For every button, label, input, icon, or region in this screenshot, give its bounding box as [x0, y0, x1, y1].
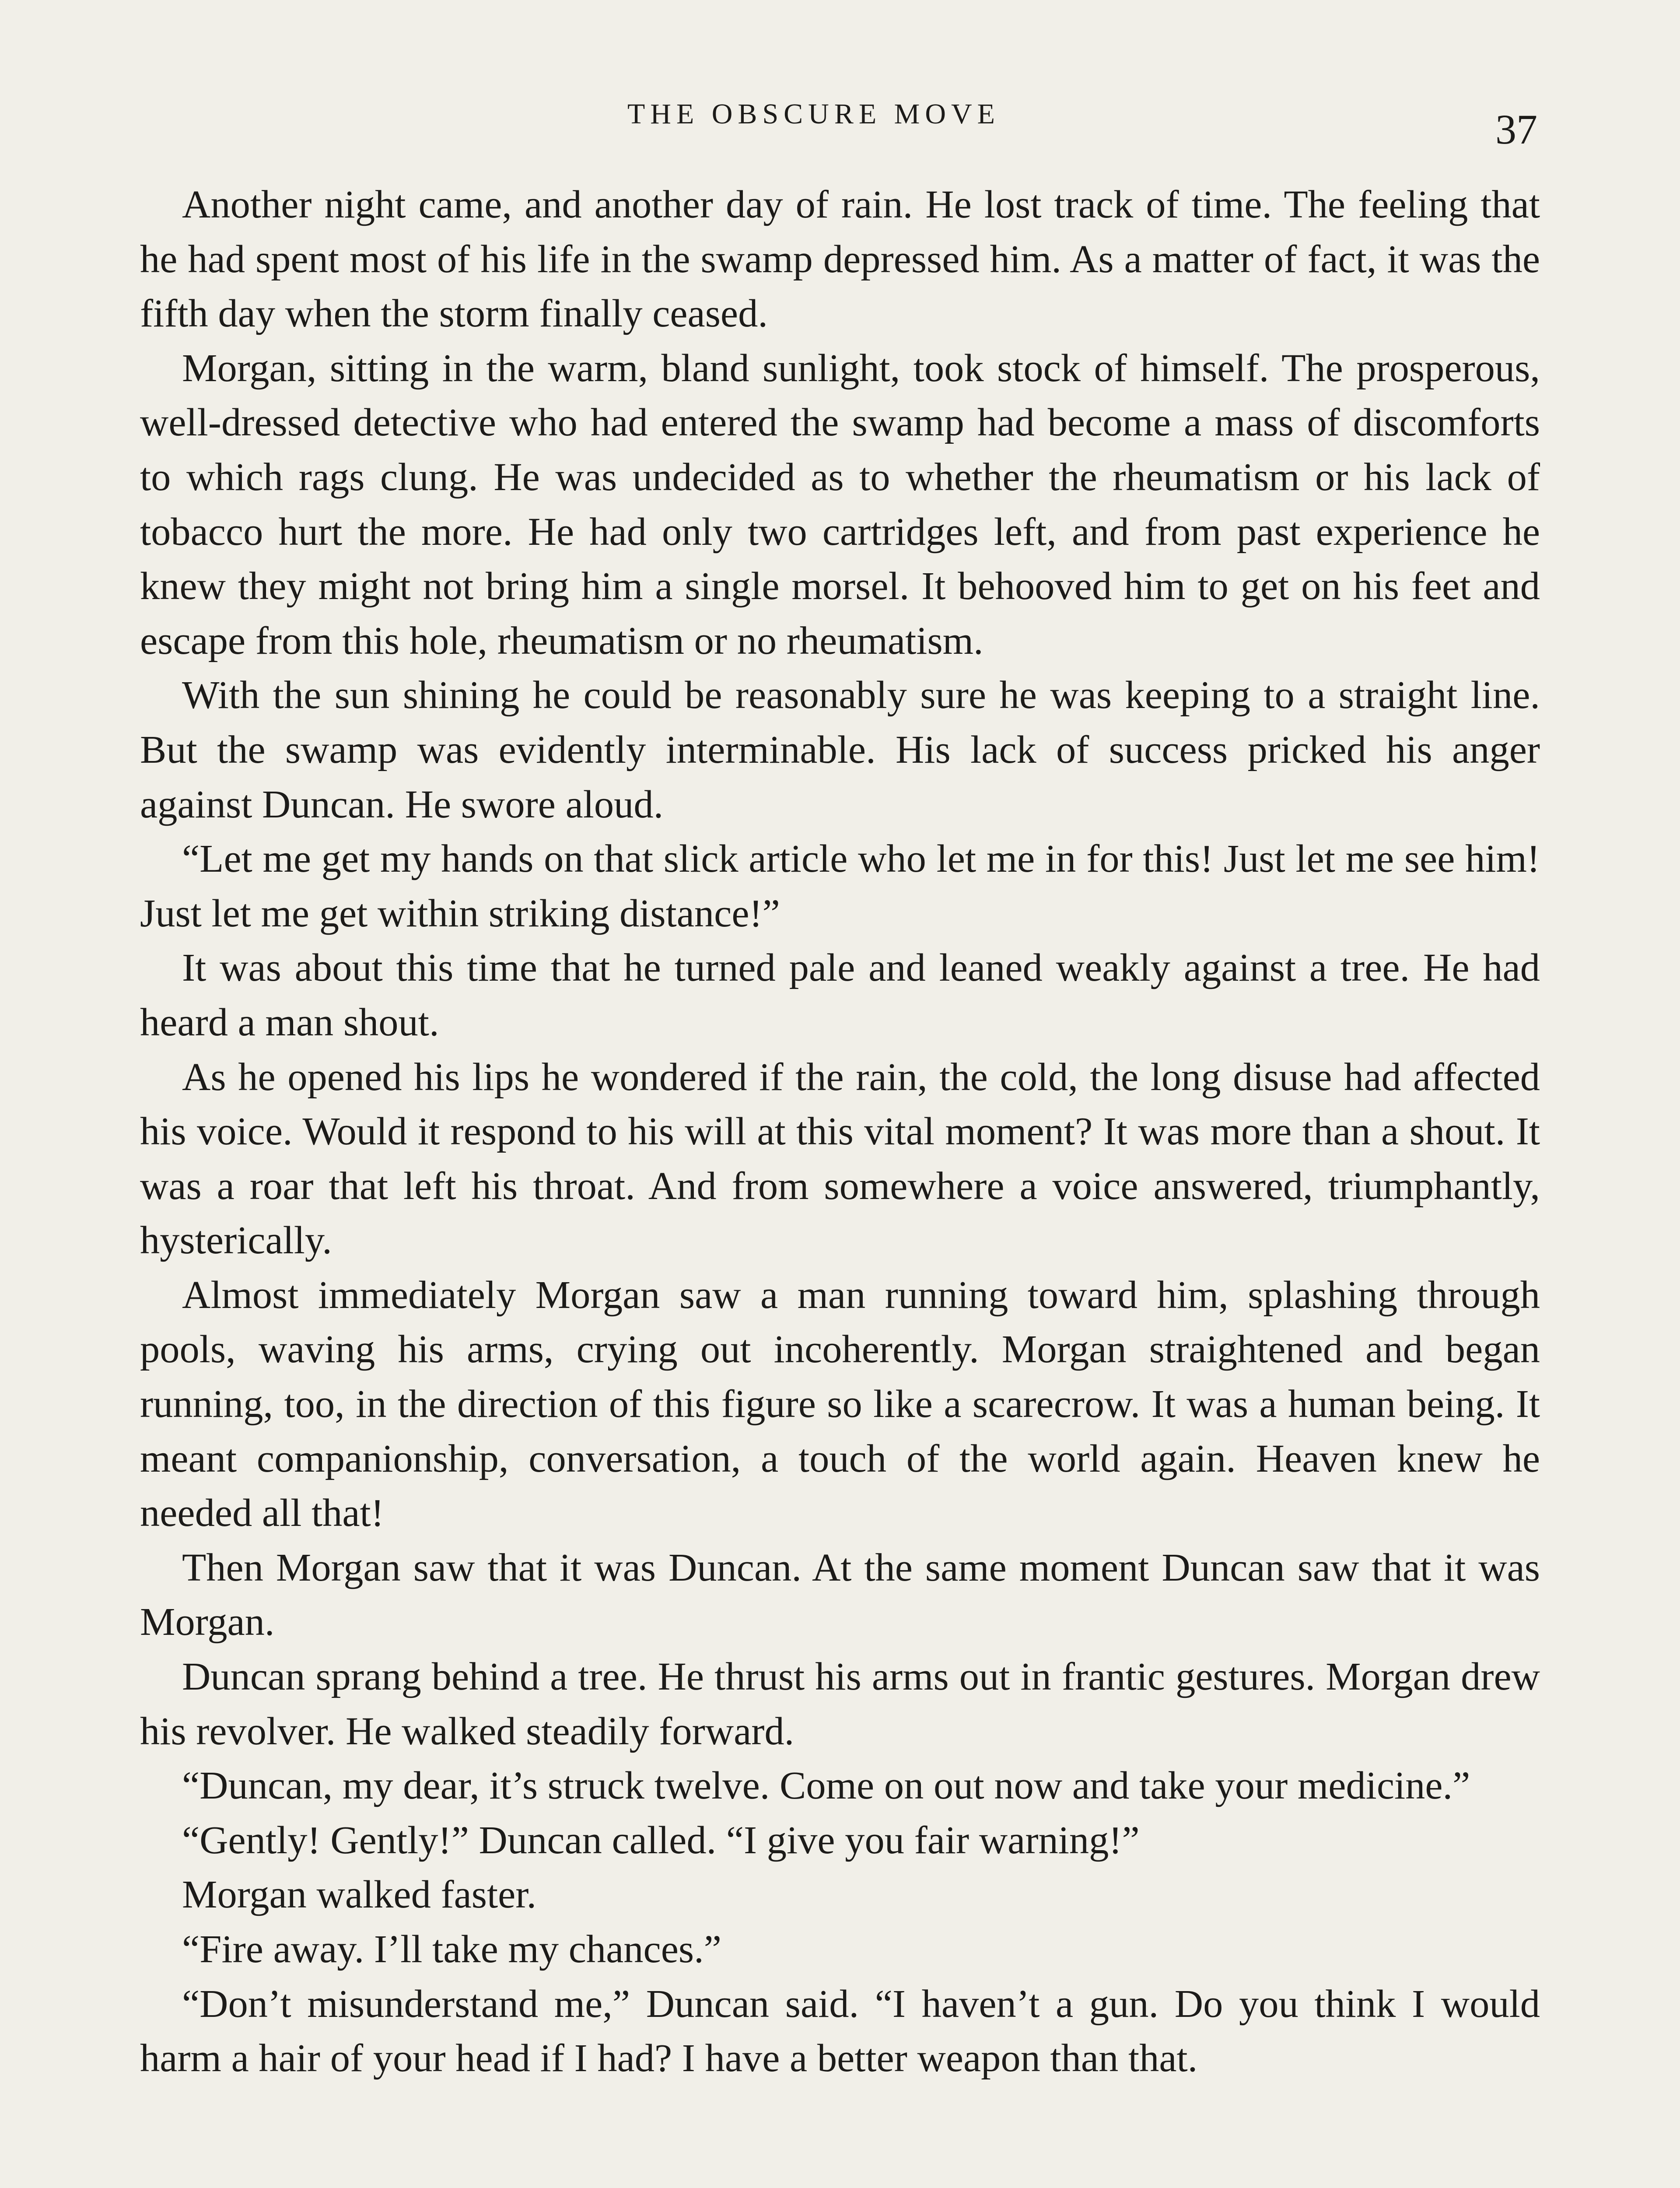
running-header: THE OBSCURE MOVE [627, 98, 1001, 130]
paragraph: “Gently! Gently!” Duncan called. “I give you fair warning!” [182, 1817, 1140, 1862]
paragraph: As he opened his lips he wondered if the rain, the cold, the long disuse had affected his voice. Would it respond to his will at this vital moment? It was more than a shout. It was a roar that left his throat. And from somewhere a voice answered, triumphantly, hysterically. [140, 1054, 1540, 1262]
body-text [140, 177, 1540, 2086]
paragraph: Almost immediately Morgan saw a man running toward him, splashing through pools, waving his arms, crying out incoherently. Morgan straightened and began running, too, in the direction of this figure so like a scarecrow. It was a human being. It meant companionship, conversation, a touch of the world again. Heaven knew he needed all that! [140, 1272, 1540, 1535]
paragraph: Then Morgan saw that it was Duncan. At the same moment Duncan saw that it was Morgan. [140, 1545, 1540, 1644]
paragraph: Morgan, sitting in the warm, bland sunlight, took stock of himself. The prosperous, well-dressed detective who had entered the swamp had become a mass of discomforts to which rags clung. He was undecided as to whether the rheumatism or his lack of tobacco hurt the more. He had only two cartridges left, and from past experience he knew they might not bring him a single morsel. It behooved him to get on his feet and escape from this hole, rheumatism or no rheumatism. [140, 345, 1540, 663]
paragraph: Duncan sprang behind a tree. He thrust his arms out in frantic gestures. Morgan drew his revolver. He walked steadily forward. [140, 1654, 1540, 1753]
paragraph: It was about this time that he turned pale and leaned weakly against a tree. He had heard a man shout. [140, 945, 1540, 1044]
paragraph: “Let me get my hands on that slick article who let me in for this! Just let me see him! Just let me get within striking distance!” [140, 836, 1540, 935]
paragraph: With the sun shining he could be reasonably sure he was keeping to a straight line. But the swamp was evidently interminable. His lack of success pricked his anger against Duncan. He swore aloud. [140, 673, 1540, 826]
paragraph: “Fire away. I’ll take my chances.” [182, 1927, 721, 1971]
paragraph: Morgan walked faster. [182, 1872, 537, 1917]
paragraph: “Don’t misunderstand me,” Duncan said. “I haven’t a gun. Do you think I would harm a hair of your head if I had? I have a better weapon than that. [140, 1981, 1540, 2080]
paragraph: “Duncan, my dear, it’s struck twelve. Come on out now and take your medicine.” [182, 1763, 1470, 1808]
paragraph: Another night came, and another day of rain. He lost track of time. The feeling that he had spent most of his life in the swamp depressed him. As a matter of fact, it was the fifth day when the storm finally ceased. [140, 182, 1540, 336]
page-number: 37 [1495, 106, 1537, 153]
